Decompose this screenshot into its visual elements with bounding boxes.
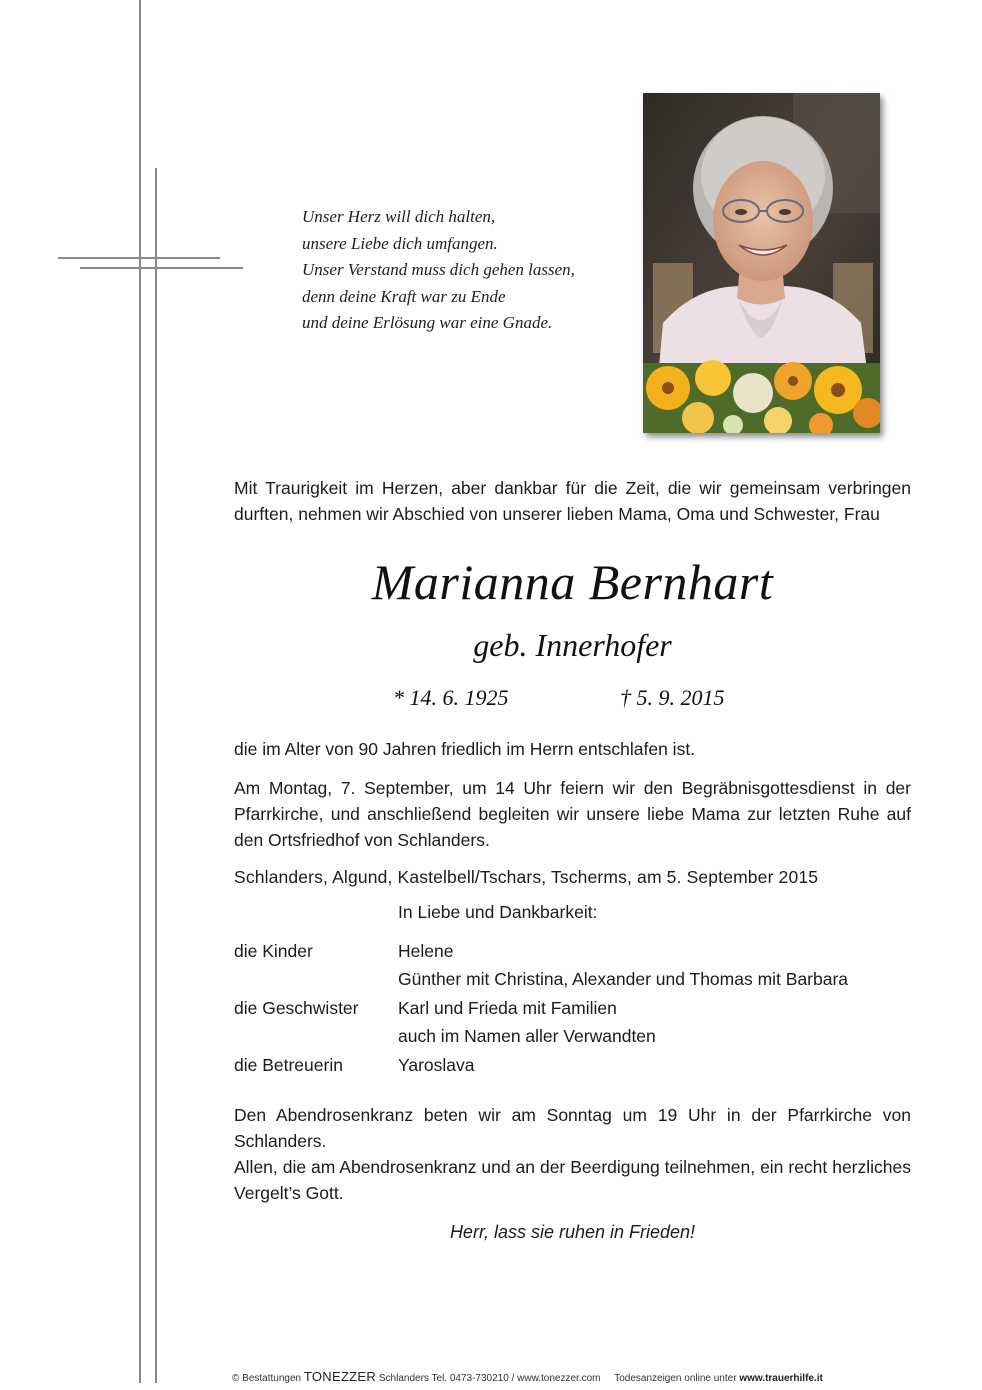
footer-prefix: © Bestattungen	[232, 1373, 302, 1384]
poem-line: Unser Verstand muss dich gehen lassen,	[302, 260, 575, 279]
mourner-group	[234, 1051, 911, 1079]
poem-line: unsere Liebe dich umfangen.	[302, 233, 498, 253]
closing-line: Herr, lass sie ruhen in Frieden!	[449, 1222, 696, 1242]
mourner-role: die Betreuerin	[234, 1055, 343, 1075]
footer-brand: TONEZZER	[303, 1369, 377, 1384]
mourner-group	[234, 994, 911, 1050]
poem	[302, 204, 622, 337]
gratitude-line: In Liebe und Dankbarkeit:	[398, 902, 598, 922]
thanks-text: Allen, die am Abendrosenkranz und an der Beerdigung teilnehmen, ein recht herzliches Vergelt’s Gott.	[234, 1157, 911, 1203]
deceased-name: Marianna Bernhart	[371, 554, 774, 610]
mourners-list	[234, 937, 911, 1080]
maiden-name: geb. Innerhofer	[473, 627, 672, 663]
mourner-name: Karl und Frieda mit Familien	[398, 998, 617, 1018]
mourner-role: die Kinder	[234, 941, 313, 961]
mourner-names	[398, 994, 656, 1050]
mourner-role: die Geschwister	[234, 998, 359, 1018]
mourner-names	[398, 937, 848, 993]
intro-text: Mit Traurigkeit im Herzen, aber dankbar für die Zeit, die wir gemeinsam verbringen durften, nehmen wir Abschied von unserer lieben Mama, Oma und Schwester, Frau	[234, 478, 911, 524]
mourner-name: Helene	[398, 941, 454, 961]
footer	[232, 1369, 823, 1384]
life-dates	[234, 685, 911, 715]
mourner-name: auch im Namen aller Verwandten	[398, 1026, 656, 1046]
footer-contact: Schlanders Tel. 0473-730210 / www.tonezzer.com	[378, 1373, 601, 1384]
poem-line: Unser Herz will dich halten,	[302, 207, 496, 226]
rosary-info: Den Abendrosenkranz beten wir am Sonntag um 19 Uhr in der Pfarrkirche von Schlanders.	[234, 1105, 911, 1151]
footer-online: Todesanzeigen online unter	[614, 1373, 737, 1384]
mourner-name: Günther mit Christina, Alexander und Thomas mit Barbara	[398, 969, 849, 989]
portrait-photo	[643, 93, 880, 433]
footer-url[interactable]: www.trauerhilfe.it	[739, 1373, 823, 1384]
funeral-info: Am Montag, 7. September, um 14 Uhr feiern wir den Begräbnisgottesdienst in der Pfarrkirche, und anschließend begleiten wir unsere liebe Mama zur letzten Ruhe auf den Ortsfriedhof von Schlanders.	[234, 778, 911, 850]
place-date: Schlanders, Algund, Kastelbell/Tschars, Tscherms, am 5. September 2015	[234, 867, 819, 887]
poem-line: denn deine Kraft war zu Ende	[302, 286, 506, 306]
mourner-name: Yaroslava	[398, 1055, 475, 1075]
age-statement: die im Alter von 90 Jahren friedlich im Herrn entschlafen ist.	[234, 739, 696, 759]
death-date: † 5. 9. 2015	[620, 685, 725, 710]
birth-date: * 14. 6. 1925	[393, 685, 509, 710]
mourner-group	[234, 937, 911, 993]
poem-line: und deine Erlösung war eine Gnade.	[302, 313, 553, 332]
mourner-names	[398, 1051, 475, 1079]
